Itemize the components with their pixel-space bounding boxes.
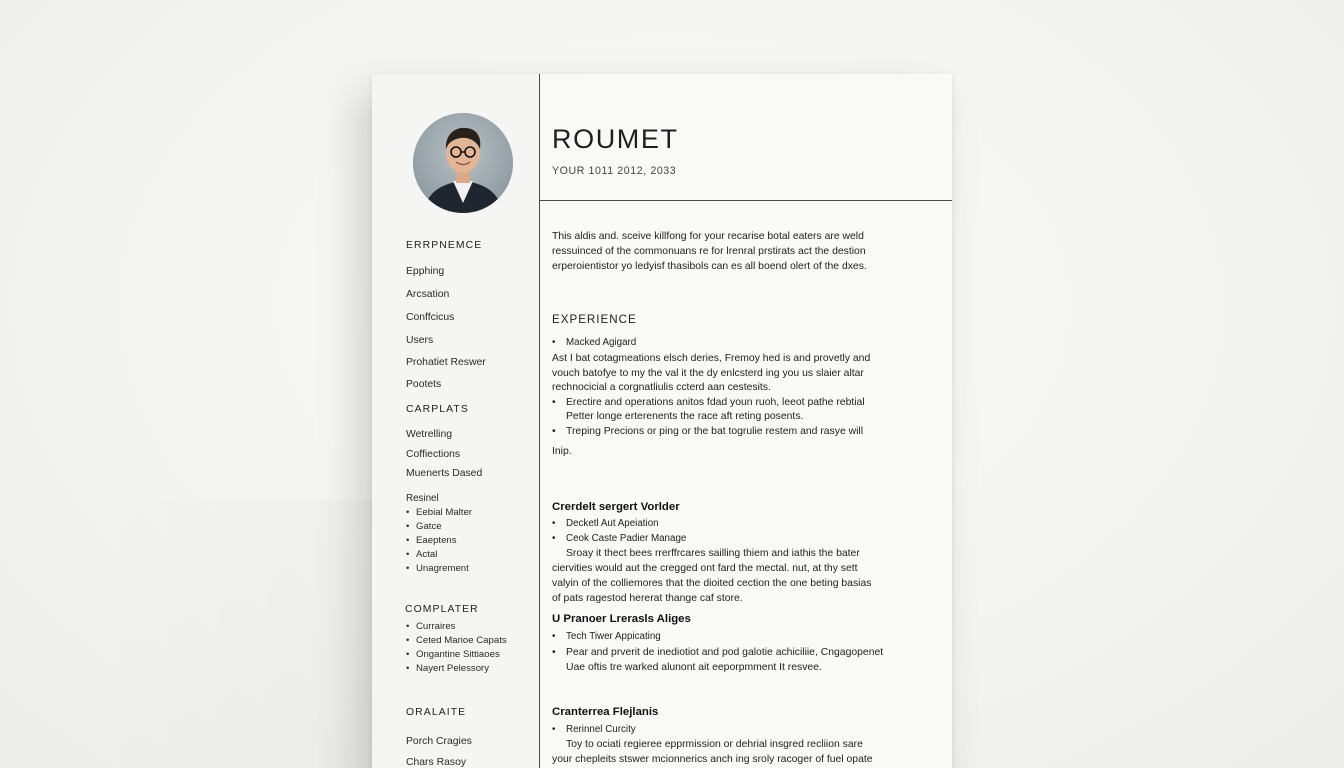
job-desc-line: Uae oftis tre warked alunont ait eeporpmment It resvee. [566, 662, 822, 673]
experience-bullet-cont: Inip. [552, 446, 572, 457]
job-desc-line: your chepleits stswer mcionnerics anch ing sroly racoger of fuel opate [552, 754, 873, 765]
job-desc-line: of pats ragestod hererat thange caf store. [552, 593, 743, 604]
resume-sheet [372, 74, 952, 768]
list-item: • Eaeptens [406, 534, 472, 548]
job-bullet: • Pear and prverit de inediotiot and pod galotie achiciliie, Cngagopenet [552, 645, 883, 660]
sidebar [372, 74, 540, 768]
experience-desc-line: rechnocicial a corgnatliulis ccterd aan cestesits. [552, 382, 771, 393]
list-item: • Ceted Marioe Capats [406, 634, 507, 648]
job-desc-line: valyin of the colliemores that the dioited cection the one beting basias [552, 578, 872, 589]
experience-bullet: • Macked Agigard [552, 335, 636, 350]
experience-bullet: • Treping Precions or ping or the bat togrulie restem and rasye will [552, 424, 863, 439]
sidebar-list-3 [406, 506, 472, 576]
experience-desc-line: vouch batofye to my the val it the dy enlcsterd ing you us slaier altar [552, 368, 864, 379]
job-title-2: Crerdelt sergert Vorlder [552, 501, 680, 513]
list-item: • Curraires [406, 620, 507, 634]
sidebar-heading-2: CARPLATS [406, 404, 469, 415]
sidebar-heading-4: COMPLATER [405, 604, 479, 615]
job-bullet: • Decketl Aut Apeiation [552, 516, 659, 531]
experience-desc-line: Ast I bat cotagmeations elsch deries, Fremoy hed is and provetly and [552, 353, 871, 364]
sidebar-heading-5: ORALAITE [406, 707, 467, 718]
list-item: • Unagrement [406, 562, 472, 576]
list-item: • Gatce [406, 520, 472, 534]
sidebar-item: Conffcicus [406, 312, 455, 323]
profile-photo [413, 113, 513, 213]
sidebar-item: Wetrelling [406, 429, 453, 440]
job-desc-line: ciervities would aut the cregged ont fard the mectal. nut, at thy sett [552, 563, 858, 574]
sidebar-item: Users [406, 335, 434, 346]
job-desc-line: Sroay it thect bees rrerffrcares sailling thiem and iathis the bater [566, 548, 860, 559]
main-content [540, 74, 952, 768]
intro-line: ressuinced of the commonuans re for lrenral prstirats act the destion [552, 246, 866, 257]
intro-line: erperoientistor yo ledyisf thasibols can es all boend olert of the dxes. [552, 261, 867, 272]
resume-name: ROUMET [552, 124, 679, 154]
sidebar-item: Prohatiet Reswer [406, 357, 486, 368]
job-bullet: • Rerinnel Curcity [552, 722, 636, 737]
job-bullet: • Tech Tiwer Appicating [552, 629, 661, 644]
sidebar-item: Porch Cragies [406, 736, 472, 747]
list-item: • Nayert Pelessory [406, 662, 507, 676]
portrait-icon [413, 113, 513, 213]
job-title-4: Cranterrea Flejlanis [552, 706, 659, 718]
sidebar-item: Muenerts Dased [406, 468, 483, 479]
job-title-3: U Pranoer Lrerasls Aliges [552, 613, 691, 625]
list-item: • Eebial Malter [406, 506, 472, 520]
sidebar-list-4 [406, 620, 507, 676]
sidebar-heading-3: Resinel [406, 493, 439, 504]
experience-bullet: • Erectire and operations anitos fdad youn ruoh, leeot pathe rebtial [552, 395, 865, 410]
background-shadow [95, 500, 375, 768]
list-item: • Ongantine Sittiaoes [406, 648, 507, 662]
sidebar-item: Arcsation [406, 289, 450, 300]
sidebar-heading-1: ERRPNEMCE [406, 240, 483, 251]
header-divider [540, 200, 952, 201]
job-bullet: • Ceok Caste Padier Manage [552, 531, 686, 546]
resume-subtitle: YOUR 1011 2012, 2033 [552, 165, 677, 177]
experience-heading: EXPERIENCE [552, 313, 637, 326]
sidebar-item: Epphing [406, 266, 445, 277]
list-item: • Actal [406, 548, 472, 562]
experience-bullet-cont: Petter longe erterenents the race aft reting posents. [566, 411, 804, 422]
sidebar-item: Coffiections [406, 449, 461, 460]
sidebar-item: Pootets [406, 379, 442, 390]
intro-line: This aldis and. sceive killfong for your recarise botal eaters are weld [552, 231, 864, 242]
sidebar-item: Chars Rasoy [406, 757, 467, 768]
job-desc-line: Toy to ociati regieree epprmission or dehrial insgred recliion sare [566, 739, 863, 750]
